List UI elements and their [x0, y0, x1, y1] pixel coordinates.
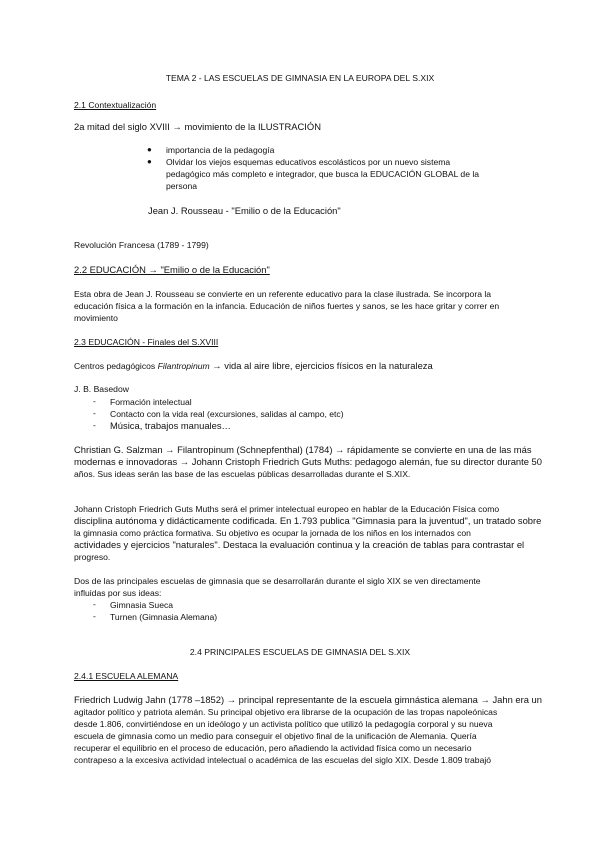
- section-2-4-heading: 2.4 PRINCIPALES ESCUELAS DE GIMNASIA DEL S.XIX: [189, 647, 411, 657]
- ilustracion-line: 2a mitad del siglo XVIII → movimiento de la ILUSTRACIÓN: [74, 121, 321, 132]
- basedow-line: J. B. Basedow: [74, 384, 129, 394]
- filantropinum-term: Filantropinum: [157, 361, 210, 371]
- dash-icon: -: [93, 420, 96, 430]
- gutsmuths-line: la gimnasia como práctica formativa. Su objetivo es ocupar la jornada de los niños en los internados con: [74, 528, 471, 538]
- paragraph-line: Esta obra de Jean J. Rousseau se convierte en un referente educativo para la clase ilustrada. Se incorpora la: [74, 289, 492, 299]
- jahn-line: escuela de gimnasia como un medio para conseguir el objetivo final de la unificación de Alemania. Quería: [74, 731, 477, 741]
- paragraph-line: movimiento: [74, 313, 118, 323]
- school-item: Gimnasia Sueca: [110, 600, 174, 610]
- centros-line: [74, 360, 433, 372]
- revolution-line: Revolución Francesa (1789 - 1799): [74, 240, 209, 250]
- jahn-line: recuperar el equilibrio en el proceso de educación, pero añadiendo la actividad física como un necesario: [74, 743, 472, 753]
- dash-icon: -: [93, 599, 96, 609]
- dash-item: Contacto con la vida real (excursiones, salidas al campo, etc): [110, 409, 344, 419]
- centros-prefix: Centros pedagógicos: [74, 361, 158, 371]
- bullet-icon: ●: [147, 145, 152, 154]
- bullet-item: importancia de la pedagogía: [166, 145, 275, 155]
- salzman-line: años. Sus ideas serán las base de las escuelas públicas desarrolladas durante el S.XIX.: [74, 469, 411, 479]
- document-title: TEMA 2 - LAS ESCUELAS DE GIMNASIA EN LA EUROPA DEL S.XIX: [165, 73, 435, 83]
- jahn-line: agitador político y patriota alemán. Su principal objetivo era librarse de la ocupación de las tropas napoleónicas: [74, 707, 498, 717]
- dash-item: Formación intelectual: [110, 397, 192, 407]
- paragraph-line: educación física a la formación en la infancia. Educación de niños fuertes y sanos, se les hace gritar y correr en: [74, 301, 500, 311]
- rousseau-line: Jean J. Rousseau - "Emilio o de la Educación": [148, 205, 341, 216]
- gutsmuths-line: progreso.: [74, 552, 111, 562]
- gutsmuths-line: actividades y ejercicios "naturales". Destaca la evaluación continua y la creación de tablas para contrastar el: [74, 539, 525, 550]
- bullet-icon: ●: [147, 157, 152, 166]
- section-2-4-1-heading: 2.4.1 ESCUELA ALEMANA: [74, 671, 179, 681]
- centros-suffix: → vida al aire libre, ejercicios físicos en la naturaleza: [209, 360, 433, 371]
- gutsmuths-line: disciplina autónoma y didácticamente codificada. En 1.793 publica "Gimnasia para la juventud", un tratado sobre: [74, 515, 542, 526]
- section-2-3-heading: 2.3 EDUCACIÓN - Finales del S.XVIII: [74, 337, 219, 347]
- bullet-item-continued: pedagógico más completo e integrador, que busca la EDUCACIÓN GLOBAL de la: [166, 169, 480, 179]
- section-2-1-heading: 2.1 Contextualización: [74, 100, 157, 110]
- jahn-line: contrapeso a la excesiva actividad intelectual o académica de las escuelas del siglo XIX. Desde 1.809 trabajó: [74, 755, 492, 765]
- dos-line: Dos de las principales escuelas de gimnasia que se desarrollarán durante el siglo XIX se ven directamente: [74, 576, 481, 586]
- dash-item: Música, trabajos manuales…: [110, 420, 231, 431]
- dash-icon: -: [93, 408, 96, 418]
- jahn-line: desde 1.806, convirtiéndose en un ideólogo y un activista político que utilizó la pedagogía corporal y su nueva: [74, 719, 493, 729]
- bullet-item: Olvidar los viejos esquemas educativos escolásticos por un nuevo sistema: [166, 157, 451, 167]
- gutsmuths-line: Johann Cristoph Friedrich Guts Muths será el primer intelectual europeo en hablar de la Educación Física como: [74, 504, 500, 514]
- bullet-item-continued: persona: [166, 181, 198, 191]
- dos-line: influidas por sus ideas:: [74, 588, 162, 598]
- dash-icon: -: [93, 396, 96, 406]
- salzman-line: modernas e innovadoras → Johann Cristoph Friedrich Guts Muths: pedagogo alemán, fue su director durante 50: [74, 456, 542, 467]
- jahn-line: Friedrich Ludwig Jahn (1778 –1852) → principal representante de la escuela gimnástica alemana → Jahn era un: [74, 694, 542, 705]
- school-item: Turnen (Gimnasia Alemana): [110, 612, 218, 622]
- section-2-2-heading: 2.2 EDUCACIÓN → "Emilio o de la Educación": [74, 264, 270, 275]
- dash-icon: -: [93, 611, 96, 621]
- salzman-line: Christian G. Salzman → Filantropinum (Schnepfenthal) (1784) → rápidamente se convierte en una de las más: [74, 444, 532, 455]
